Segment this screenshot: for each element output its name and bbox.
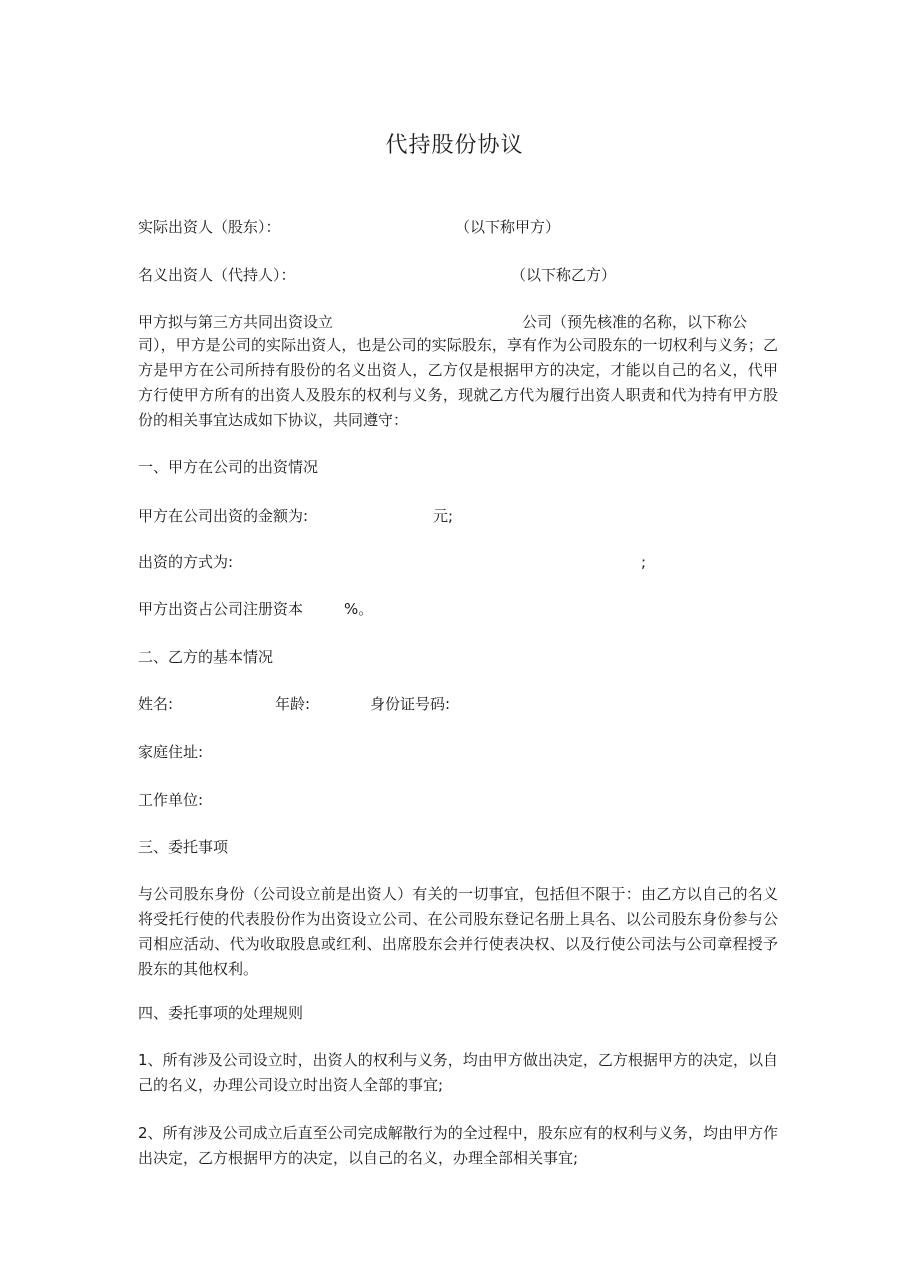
shareholder-label: 实际出资人（股东）： [138, 218, 281, 236]
section3-body: 与公司股东身份（公司设立前是出资人）有关的一切事宜，包括但不限于：由乙方以自己的名义将受托行使的代表股份作为出资设立公司、在公司股东登记名册上具名、以公司股东身份参与公司相应活动、代为收取股息或红利、出席股东会并行使表决权、以及行使公司法与公司章程授予股东的其他权利。 [138, 885, 778, 978]
investment-method-label: 出资的方式为: [138, 553, 234, 571]
id-label: 身份证号码: [370, 695, 451, 713]
nominee-suffix: （以下称乙方） [511, 266, 617, 284]
capital-ratio-unit: %。 [344, 600, 374, 618]
name-label: 姓名: [138, 695, 174, 713]
employer-label: 工作单位: [138, 791, 204, 809]
section4-heading: 四、委托事项的处理规则 [138, 1004, 304, 1022]
investment-amount-label: 甲方在公司出资的金额为: [138, 507, 309, 525]
section2-heading: 二、乙方的基本情况 [138, 648, 274, 666]
address-label: 家庭住址: [138, 743, 204, 761]
investment-amount-unit: 元; [433, 507, 454, 525]
rule-1: 1、所有涉及公司设立时，出资人的权利与义务，均由甲方做出决定，乙方根据甲方的决定，以自己的名义，办理公司设立时出资人全部的事宜; [138, 1051, 778, 1094]
nominee-label: 名义出资人（代持人）： [138, 266, 296, 284]
preamble-body: 司），甲方是公司的实际出资人，也是公司的实际股东，享有作为公司股东的一切权利与义务；乙方是甲方在公司所持有股份的名义出资人，乙方仅是根据甲方的决定，才能以自己的名义，代甲方行使甲方所有的出资人及股东的权利与义务，现就乙方代为履行出资人职责和代为持有甲方股份的相关事宜达成如下协议，共同遵守： [138, 336, 778, 429]
shareholder-suffix: （以下称甲方） [455, 218, 561, 236]
preamble-part2: 公司（预先核准的名称，以下称公 [522, 313, 748, 331]
age-label: 年龄: [275, 695, 311, 713]
preamble-part1: 甲方拟与第三方共同出资设立 [138, 313, 334, 331]
rule-2: 2、所有涉及公司成立后直至公司完成解散行为的全过程中，股东应有的权利与义务，均由甲方作出决定，乙方根据甲方的决定，以自己的名义，办理全部相关事宜; [138, 1124, 778, 1167]
section3-heading: 三、委托事项 [138, 838, 229, 856]
capital-ratio-label: 甲方出资占公司注册资本 [138, 600, 304, 618]
investment-method-end: ; [641, 553, 647, 571]
section1-heading: 一、甲方在公司的出资情况 [138, 458, 319, 476]
document-title: 代持股份协议 [385, 133, 524, 158]
